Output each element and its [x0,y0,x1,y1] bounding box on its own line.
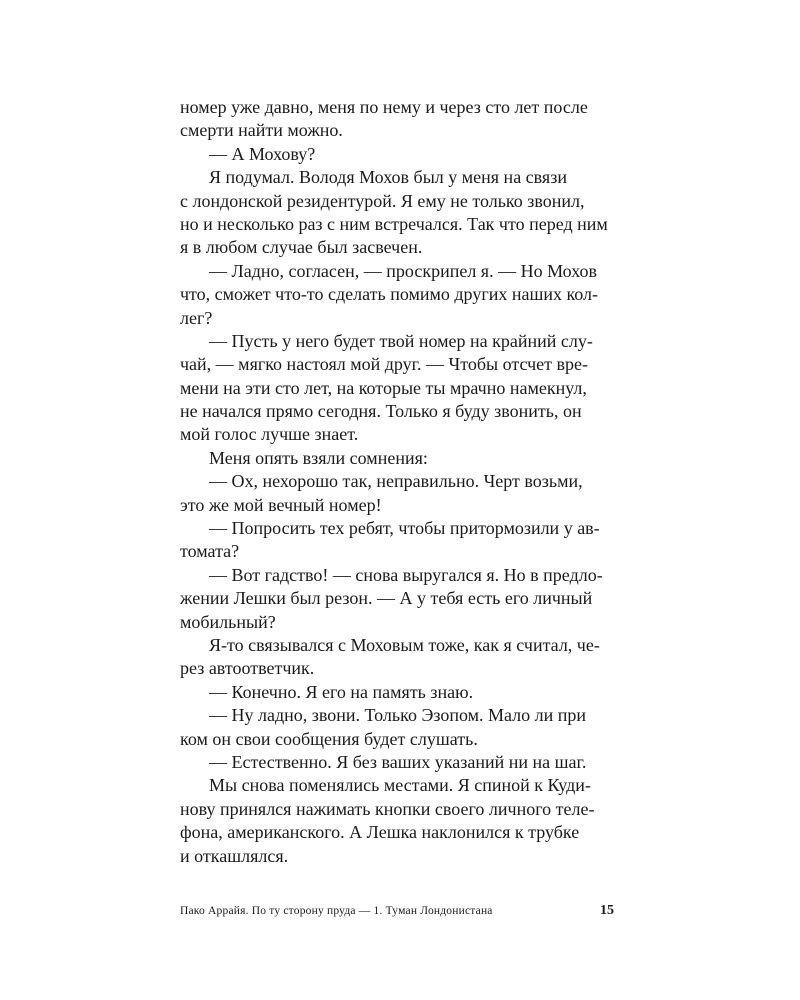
text-line: — А Мохову? [209,143,316,164]
text-line: что, сможет что-то сделать помимо других наших кол- [180,284,599,305]
text-line: чай, — мягко настоял мой друг. — Чтобы отсчет вре- [180,354,588,375]
text-line: рез автоответчик. [180,658,315,679]
text-line: Я-то связывался с Моховым тоже, как я считал, че- [209,634,600,655]
text-line: — Ладно, согласен, — проскрипел я. — Но Мохов [209,260,598,281]
text-line: — Пусть у него будет твой номер на крайний слу- [209,330,593,351]
text-line: — Ну ладно, звони. Только Эзопом. Мало ли при [209,705,587,726]
text-line: нову принялся нажимать кнопки своего личного теле- [180,798,595,819]
text-line: — Вот гадство! — снова выругался я. Но в предло- [209,564,603,585]
text-line: и откашлялся. [180,845,289,866]
running-title: Пако Аррайя. По ту сторону пруда — 1. Туман Лондонистана [180,905,493,917]
text-line: — Естественно. Я без ваших указаний ни на шаг. [209,751,587,772]
text-line: жении Лешки был резон. — А у тебя есть его личный [180,588,593,609]
page-number: 15 [600,903,614,918]
text-line: томата? [180,541,240,562]
text-line: мени на эти сто лет, на которые ты мрачно намекнул, [180,377,587,398]
text-line: это же мой вечный номер! [180,494,382,515]
text-line: мобильный? [180,611,276,632]
text-line: я в любом случае был засвечен. [180,237,423,258]
text-line: фона, американского. А Лешка наклонился к трубке [180,822,580,843]
text-line: лег? [180,307,213,328]
page-body-text [180,96,614,868]
text-line: не начался прямо сегодня. Только я буду звонить, он [180,401,582,422]
text-line: Мы снова поменялись местами. Я спиной к Куди- [209,775,591,796]
text-line: но и несколько раз с ним встречался. Так что перед ним [180,213,608,234]
text-line: с лондонской резидентурой. Я ему не только звонил, [180,190,585,211]
text-line: номер уже давно, меня по нему и через сто лет после [180,97,588,117]
text-line: смерти найти можно. [180,120,343,141]
text-line: мой голос лучше знает. [180,424,359,445]
text-line: — Попросить тех ребят, чтобы притормозили у ав- [209,518,600,539]
page-footer [180,903,614,923]
text-line: ком он свои сообщения будет слушать. [180,728,478,749]
text-line: — Ох, нехорошо так, неправильно. Черт возьми, [209,471,583,492]
text-line: Меня опять взяли сомнения: [209,447,428,468]
text-line: — Конечно. Я его на память знаю. [209,681,474,702]
text-line: Я подумал. Володя Мохов был у меня на связи [209,167,567,188]
